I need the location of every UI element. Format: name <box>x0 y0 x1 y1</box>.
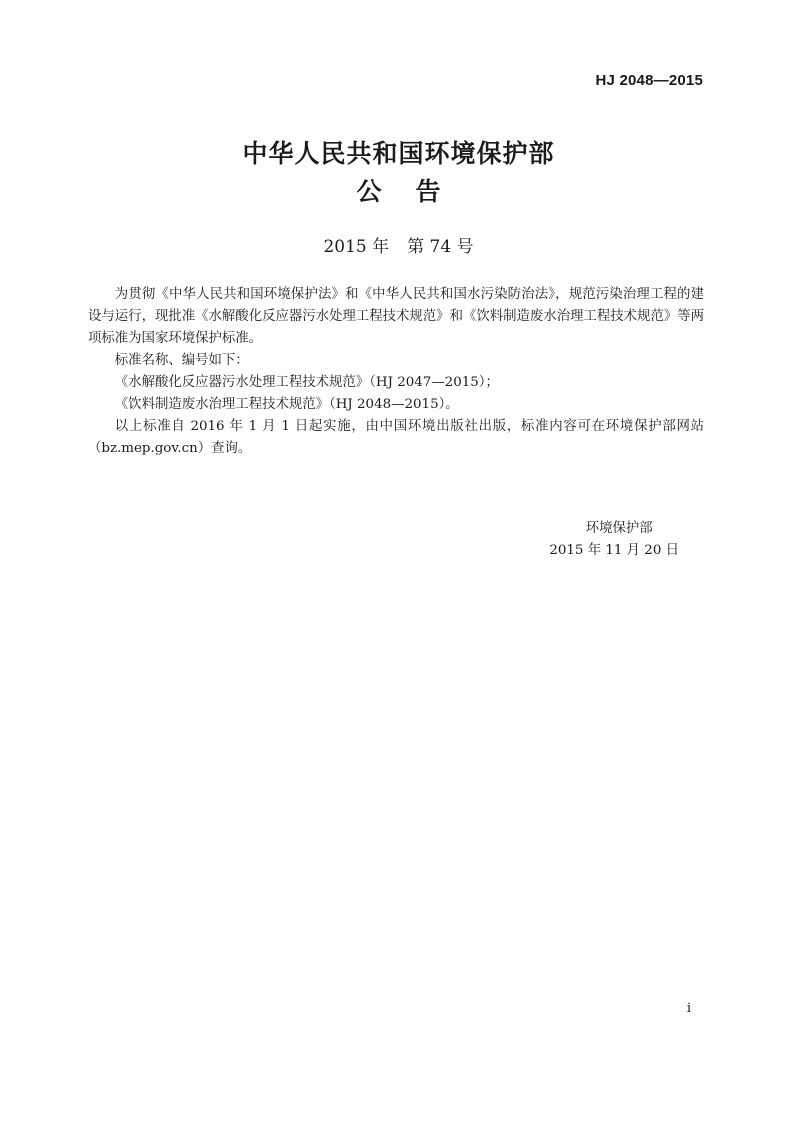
signature-organization: 环境保护部 <box>585 521 653 536</box>
standard-number: HJ 2048—2015 <box>595 72 703 89</box>
notice-body <box>88 284 704 460</box>
body-paragraph-3: 以上标准自 2016 年 1 月 1 日起实施，由中国环境出版社出版，标准内容可在环境保护部网站（bz.mep.gov.cn）查询。 <box>88 419 704 456</box>
body-paragraph-1: 为贯彻《中华人民共和国环境保护法》和《中华人民共和国水污染防治法》，规范污染治理工程的建设与运行，现批准《水解酸化反应器污水处理工程技术规范》和《饮料制造废水治理工程技术规范》等两项标准为国家环境保护标准。 <box>88 287 704 346</box>
issue-year: 2015 年 <box>323 237 390 257</box>
issue-number: 第 74 号 <box>407 237 474 257</box>
page-number: i <box>686 1001 691 1016</box>
standard-item-1: 《水解酸化反应器污水处理工程技术规范》（HJ 2047—2015）； <box>114 375 499 390</box>
signature-date: 2015 年 11 月 20 日 <box>549 543 679 558</box>
issue-number-line <box>0 232 797 257</box>
standard-item-2: 《饮料制造废水治理工程技术规范》（HJ 2048—2015）。 <box>114 397 459 412</box>
notice-title: 公告 <box>356 177 475 206</box>
organization-title: 中华人民共和国环境保护部 <box>242 139 555 168</box>
signature-block <box>549 518 679 562</box>
body-paragraph-2: 标准名称、编号如下： <box>114 353 249 368</box>
